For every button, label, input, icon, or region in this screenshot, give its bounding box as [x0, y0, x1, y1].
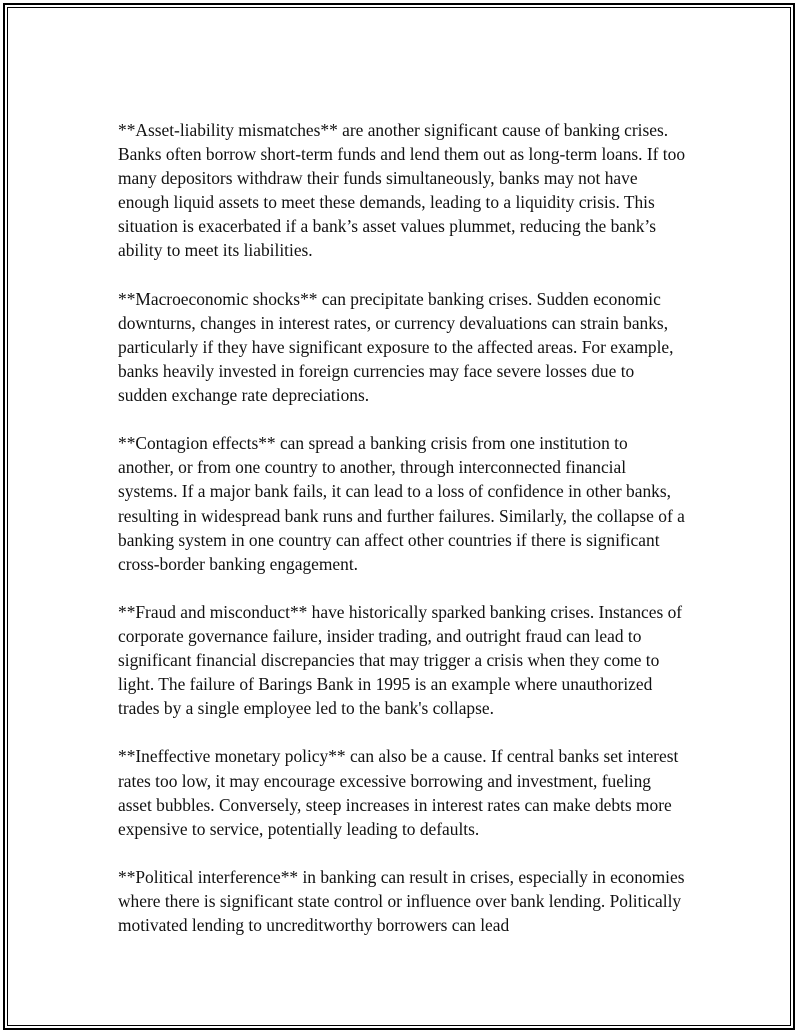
paragraph-fraud-misconduct: **Fraud and misconduct** have historically sparked banking crises. Instances of corporate governance failure, insider trading, and outright fraud can lead to significant financial discrepancies that may trigger a crisis when they come to light. The failure of Barings Bank in 1995 is an example where unauthorized trades by a single employee led to the bank's collapse. — [118, 601, 683, 719]
paragraph-political-interference: **Political interference** in banking can result in crises, especially in economies where there is significant state control or influence over bank lending. Politically motivated lending to uncreditworthy borrowers can lead — [118, 866, 685, 936]
paragraph-asset-liability: **Asset-liability mismatches** are another significant cause of banking crises. Banks often borrow short-term funds and lend them out as long-term loans. If too many depositors withdraw their funds simultaneously, banks may not have enough liquid assets to meet these demands, leading to a liquidity crisis. This situation is exacerbated if a bank’s asset values plummet, reducing the bank’s ability to meet its liabilities. — [118, 120, 686, 261]
document-body — [118, 118, 686, 961]
paragraph-macroeconomic-shocks: **Macroeconomic shocks** can precipitate banking crises. Sudden economic downturns, changes in interest rates, or currency devaluations can strain banks, particularly if they have significant exposure to the affected areas. For example, banks heavily invested in foreign currencies may face severe losses due to sudden exchange rate depreciations. — [118, 288, 674, 406]
paragraph-contagion-effects: **Contagion effects** can spread a banking crisis from one institution to another, or from one country to another, through interconnected financial systems. If a major bank fails, it can lead to a loss of confidence in other banks, resulting in widespread bank runs and further failures. Similarly, the collapse of a banking system in one country can affect other countries if there is significant cross-border banking engagement. — [118, 433, 685, 574]
paragraph-monetary-policy: **Ineffective monetary policy** can also be a cause. If central banks set interest rates too low, it may encourage excessive borrowing and investment, fueling asset bubbles. Conversely, steep increases in interest rates can make debts more expensive to service, potentially leading to defaults. — [118, 746, 679, 839]
